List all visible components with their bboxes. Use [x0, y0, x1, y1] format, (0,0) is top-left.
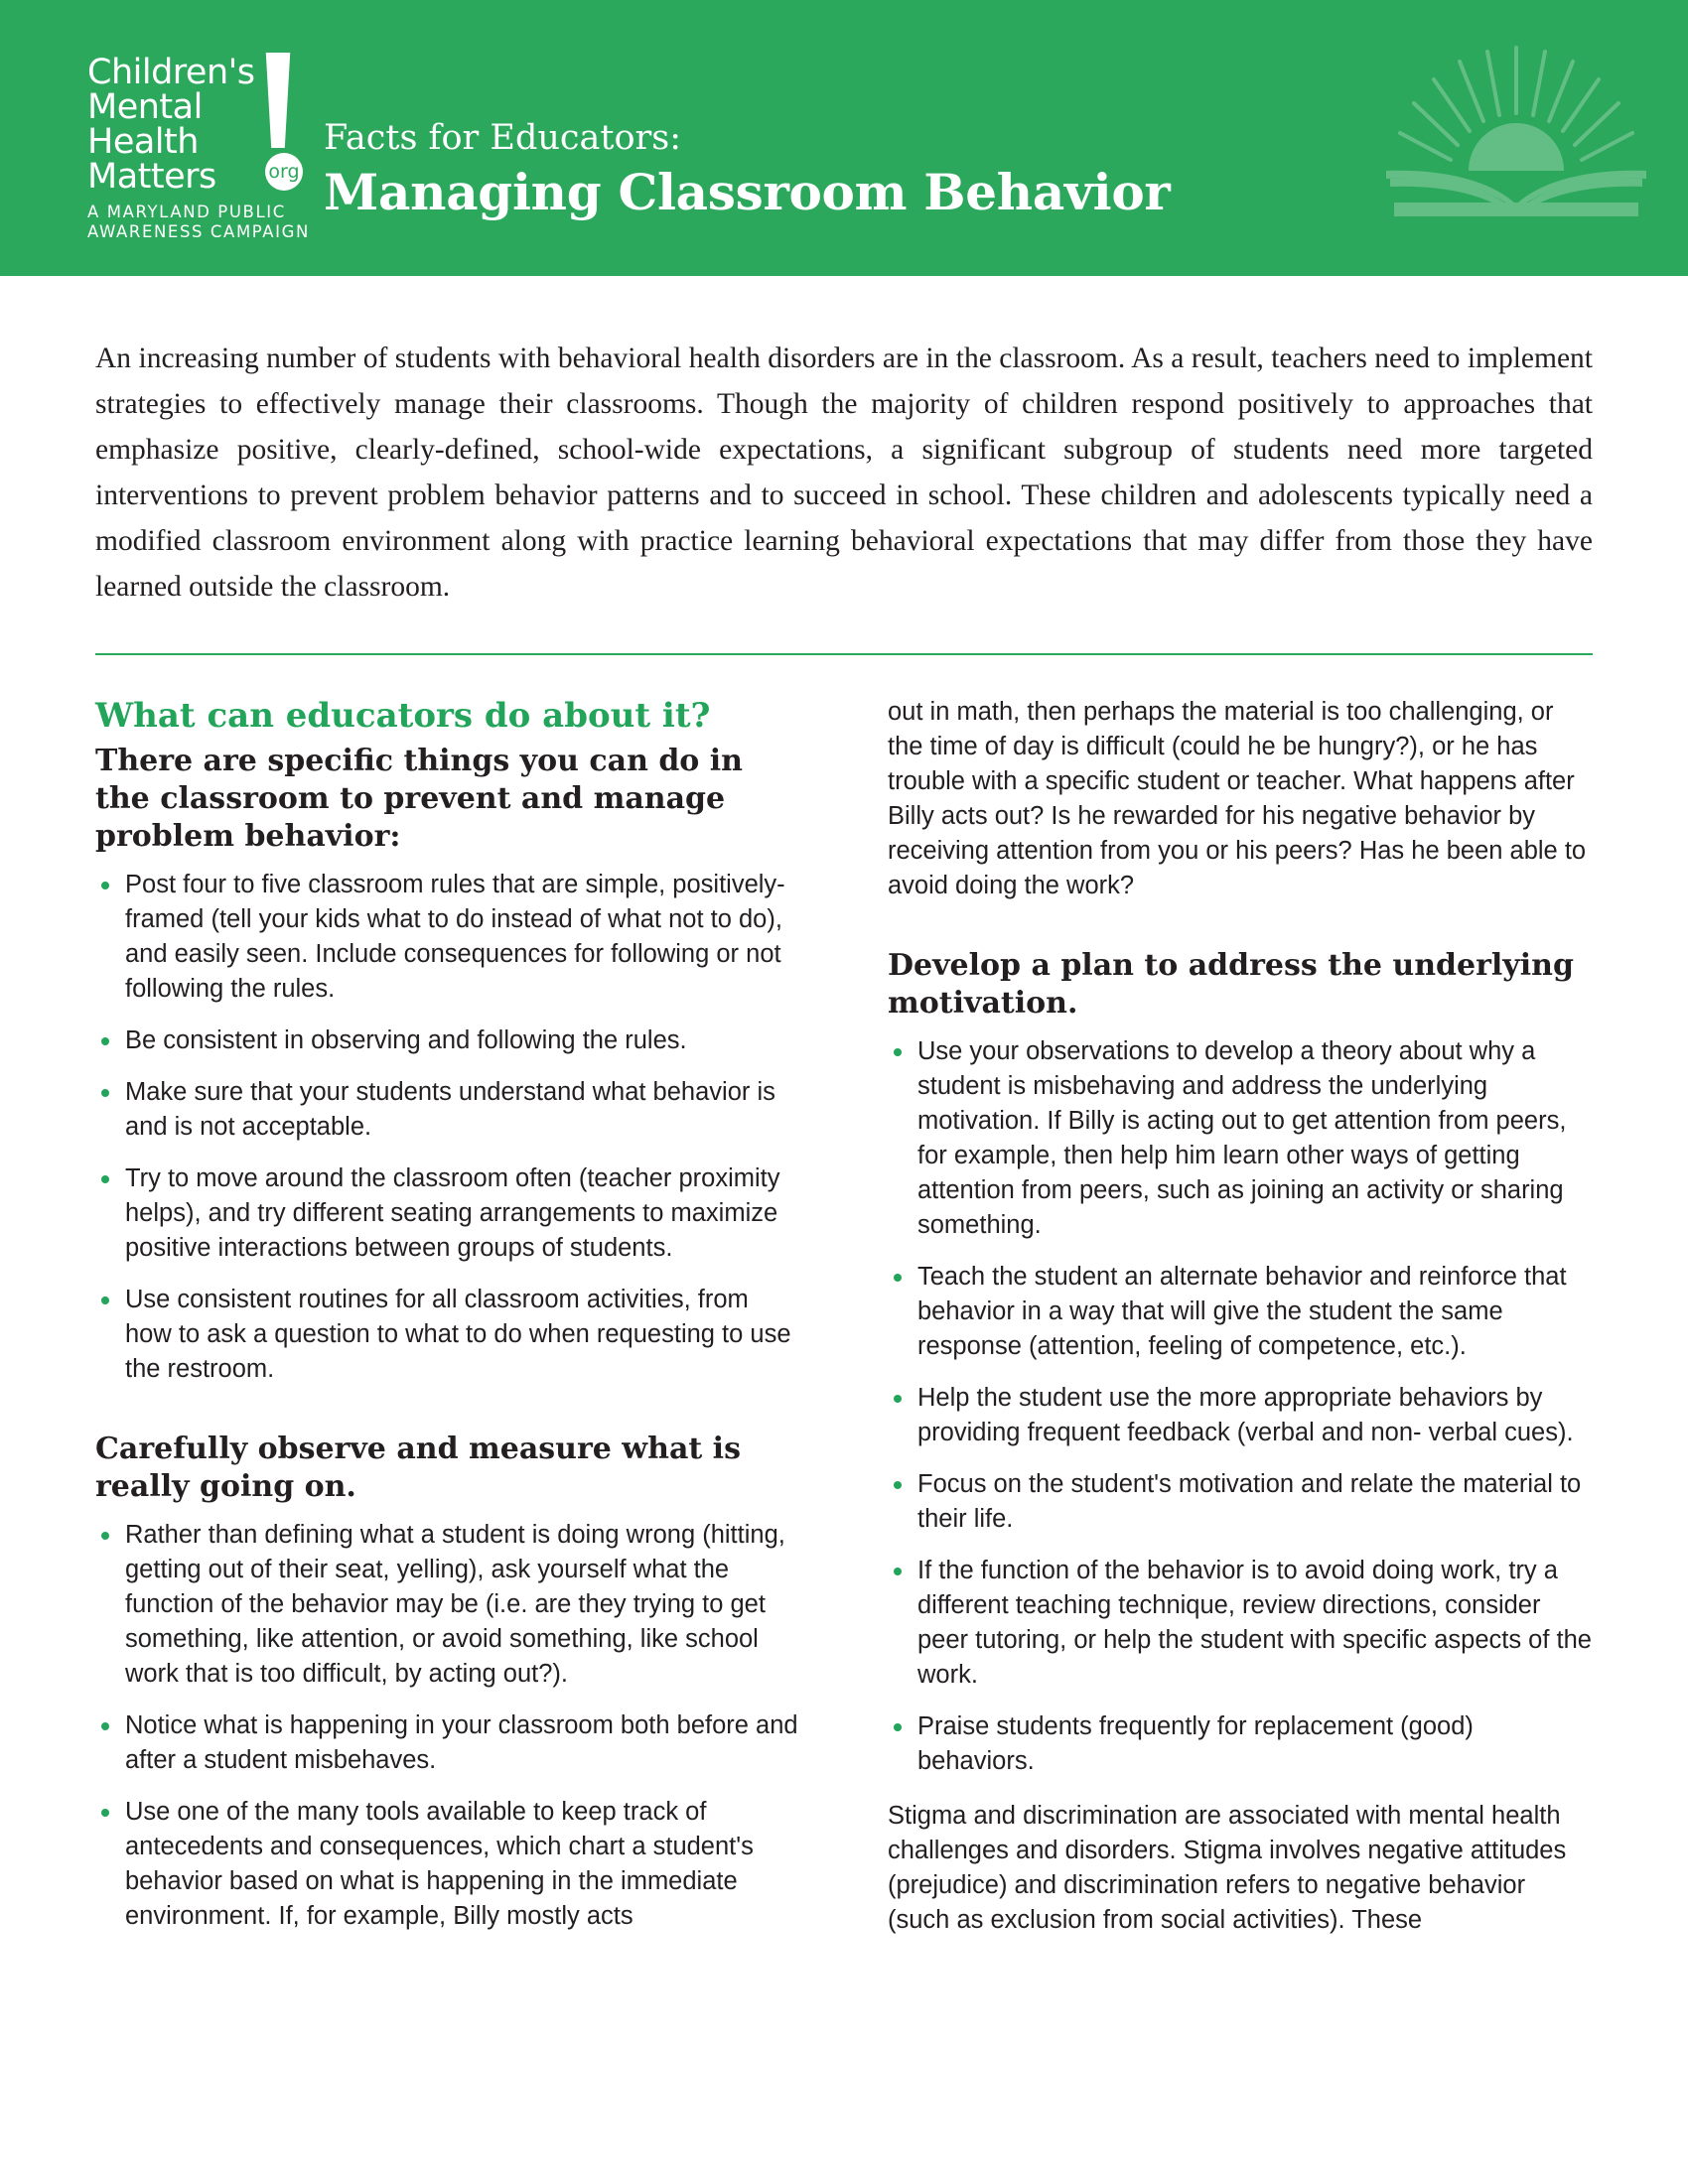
- left-heading-carefully-observe: Carefully observe and measure what is really going on.: [95, 1432, 741, 1504]
- list-item: Use consistent routines for all classroom activities, from how to ask a question to what to do when requesting to use the restroom.: [95, 1283, 800, 1387]
- left-heading-what-can-educators-do: What can educators do about it?: [95, 696, 711, 736]
- header-eyebrow: Facts for Educators:: [324, 118, 681, 158]
- section-divider: [95, 653, 1593, 655]
- right-column: [888, 695, 1593, 1948]
- left-bullet-list-prevent-manage: [95, 868, 800, 1387]
- header-title-block: [324, 117, 1170, 222]
- logo-line-childrens: Children's: [87, 53, 255, 92]
- right-heading-develop-a-plan: Develop a plan to address the underlying motivation.: [888, 948, 1574, 1021]
- content-columns: [95, 695, 1593, 1951]
- list-item: Be consistent in observing and following the rules.: [95, 1024, 800, 1058]
- list-item: Praise students frequently for replacement (good) behaviors.: [888, 1709, 1593, 1779]
- right-closing-paragraph: Stigma and discrimination are associated with mental health challenges and disorders. Stigma involves negative attitudes (prejudice) and discrimination refers to negative behavior (such as exclusion from social activities). These: [888, 1802, 1567, 1934]
- logo-org-badge: org: [265, 153, 303, 191]
- list-item: Rather than defining what a student is doing wrong (hitting, getting out of their seat, yelling), ask yourself what the function of the behavior may be (i.e. are they trying to get something, like attention, or avoid something, like school work that is too difficult, by acting out?).: [95, 1518, 800, 1692]
- logo-line-mental: Mental: [87, 87, 203, 127]
- campaign-logo: [87, 53, 316, 242]
- list-item: Make sure that your students understand what behavior is and is not acceptable.: [95, 1075, 800, 1145]
- right-continued-paragraph: out in math, then perhaps the material is too challenging, or the time of day is difficult (could he be hungry?), or he has trouble with a specific student or teacher. What happens after Billy acts out? Is he rewarded for his negative behavior by receiving attention from you or his peers? Has he been able to avoid doing the work?: [888, 698, 1587, 899]
- right-bullet-list-develop-plan: [888, 1034, 1593, 1779]
- list-item: Try to move around the classroom often (teacher proximity helps), and try different seating arrangements to maximize positive interactions between groups of students.: [95, 1161, 800, 1266]
- list-item: If the function of the behavior is to avoid doing work, try a different teaching technique, review directions, consider peer tutoring, or help the student with specific aspects of the work.: [888, 1554, 1593, 1693]
- page-title: Managing Classroom Behavior: [324, 163, 1171, 221]
- list-item: Use one of the many tools available to keep track of antecedents and consequences, which chart a student's behavior based on what is happening in the immediate environment. If, for example, Billy mostly acts: [95, 1795, 800, 1934]
- list-item: Post four to five classroom rules that are simple, positively-framed (tell your kids what to do instead of what not to do), and easily seen. Include consequences for following or not following the rules.: [95, 868, 800, 1007]
- list-item: Help the student use the more appropriate behaviors by providing frequent feedback (verbal and non- verbal cues).: [888, 1381, 1593, 1450]
- logo-tagline: [87, 203, 316, 242]
- list-item: Use your observations to develop a theory about why a student is misbehaving and address the underlying motivation. If Billy is acting out to get attention from peers, for example, then help him learn other ways of getting attention from peers, such as joining an activity or sharing something.: [888, 1034, 1593, 1243]
- intro-paragraph: An increasing number of students with behavioral health disorders are in the classroom. As a result, teachers need to implement strategies to effectively manage their classrooms. Though the majority of children respond positively to approaches that emphasize positive, clearly-defined, school-wide expectations, a significant subgroup of students need more targeted interventions to prevent problem behavior patterns and to succeed in school. These children and adolescents typically need a modified classroom environment along with practice learning behavioral expectations that may differ from those they have learned outside the classroom.: [95, 342, 1593, 603]
- page-header: [0, 0, 1688, 276]
- left-column: [95, 695, 800, 1951]
- left-subheading-specific-things: There are specific things you can do in the classroom to prevent and manage problem behavior:: [95, 744, 743, 854]
- list-item: Teach the student an alternate behavior and reinforce that behavior in a way that will give the student the same response (attention, feeling of competence, etc.).: [888, 1260, 1593, 1364]
- logo-wordmark: [87, 53, 301, 197]
- list-item: Focus on the student's motivation and relate the material to their life.: [888, 1467, 1593, 1537]
- logo-line-matters: Matters: [87, 157, 216, 197]
- sunrise-over-book-icon: [1372, 28, 1660, 216]
- left-bullet-list-observe-measure: [95, 1518, 800, 1934]
- list-item: Notice what is happening in your classroom both before and after a student misbehaves.: [95, 1708, 800, 1778]
- logo-line-health: Health: [87, 122, 199, 162]
- logo-tagline-line2: AWARENESS CAMPAIGN: [87, 222, 310, 241]
- logo-tagline-line1: A MARYLAND PUBLIC: [87, 203, 286, 221]
